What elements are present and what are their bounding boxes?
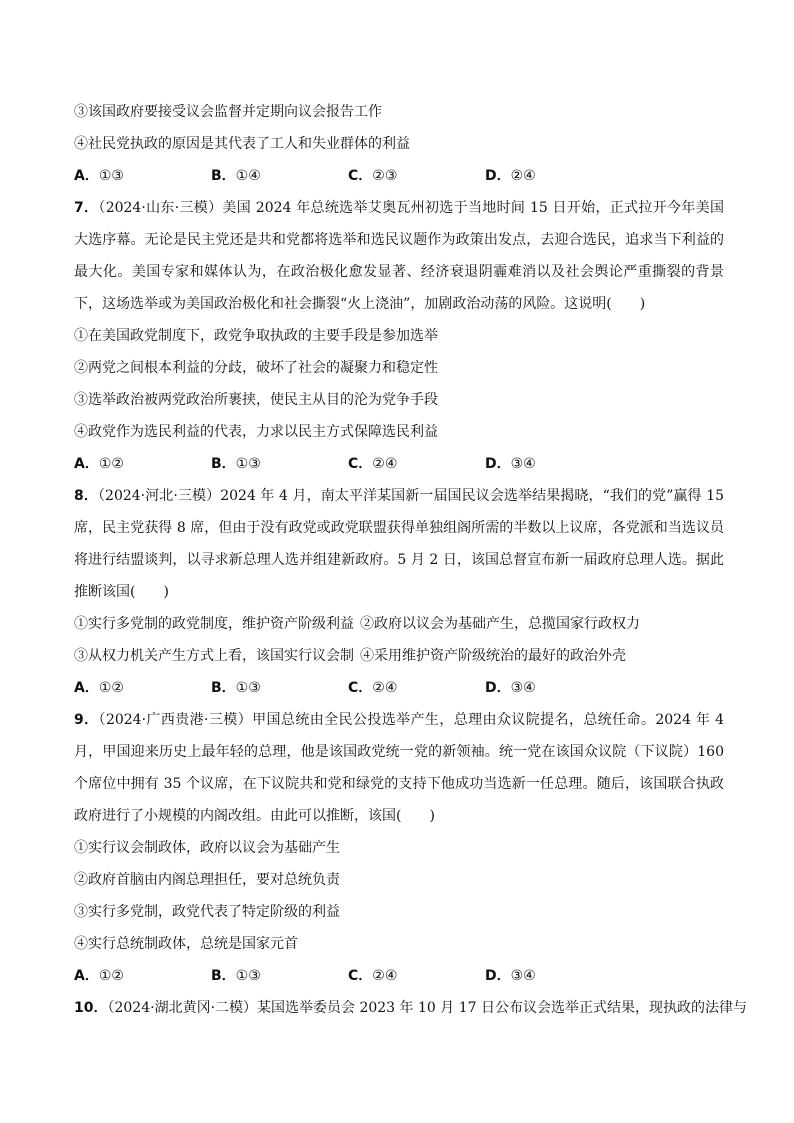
option-a[interactable]: A．①③ <box>74 168 124 184</box>
statement-row <box>74 640 724 672</box>
question-stem: 某国选举委员会 2023 年 10 月 17 日公布议会选举正式结果，现执政的法律与 <box>257 1000 747 1016</box>
question-stem: 甲国总统由全民公投选举产生，总理由众议院提名，总统任命。2024 年 4 月，甲国迎来历史上最年轻的总理，他是该国政党统一党的新领袖。统一党在该国众议院（下议院）160 个席位中拥有 35 个议席，在下议院共和党和绿党的支持下他成功当选新一任总理。随后，该国联合执政政府进行了小规模的内阁改组。由此可以推断，该国( ) <box>74 712 725 824</box>
statement-2: ②政府以议会为基础产生，总揽国家行政权力 <box>360 616 640 632</box>
question-9 <box>74 704 724 832</box>
statement-4: ④社民党执政的原因是其代表了工人和失业群体的利益 <box>74 136 410 152</box>
statement-2: ②两党之间根本利益的分歧，破坏了社会的凝聚力和稳定性 <box>74 360 438 376</box>
option-c[interactable]: C．②④ <box>348 456 398 472</box>
question-7 <box>74 192 724 320</box>
question-number: 9． <box>74 712 99 728</box>
option-d[interactable]: D．③④ <box>485 680 536 696</box>
option-a[interactable]: A．①② <box>74 968 124 984</box>
question-source: （2024·湖北黄冈·二模） <box>107 1000 258 1016</box>
statement-2: ②政府首脑由内阁总理担任，要对总统负责 <box>74 872 340 888</box>
statement-4: ④实行总统制政体，总统是国家元首 <box>74 936 298 952</box>
statement-4: ④采用维护资产阶级统治的最好的政治外壳 <box>360 648 626 664</box>
option-c[interactable]: C．②③ <box>348 168 398 184</box>
option-a[interactable]: A．①② <box>74 680 124 696</box>
option-b[interactable]: B．①③ <box>211 680 261 696</box>
option-d[interactable]: D．②④ <box>485 168 536 184</box>
option-c[interactable]: C．②④ <box>348 968 398 984</box>
question-stem: 2024 年 4 月，南太平洋某国新一届国民议会选举结果揭晓，“我们的党”赢得 15 席，民主党获得 8 席，但由于没有政党或政党联盟获得单独组阁所需的半数以上议席，各党派和当选议员将进行结盟谈判，以寻求新总理人选并组建新政府。5 月 2 日，该国总督宣布新一届政府总理人选。据此推断该国( ) <box>74 488 725 600</box>
option-d[interactable]: D．③④ <box>485 968 536 984</box>
question-8 <box>74 480 724 608</box>
question-source: （2024·河北·三模） <box>97 488 221 504</box>
option-b[interactable]: B．①④ <box>211 168 261 184</box>
statement-3: ③选举政治被两党政治所裹挟，使民主从目的沦为党争手段 <box>74 392 438 408</box>
option-b[interactable]: B．①③ <box>211 456 261 472</box>
statement-4: ④政党作为选民利益的代表，力求以民主方式保障选民利益 <box>74 424 438 440</box>
option-d[interactable]: D．③④ <box>485 456 536 472</box>
statement-3: ③实行多党制，政党代表了特定阶级的利益 <box>74 904 340 920</box>
answer-options <box>74 960 724 992</box>
statement-1: ①在美国政党制度下，政党争取执政的主要手段是参加选举 <box>74 328 438 344</box>
option-b[interactable]: B．①③ <box>211 968 261 984</box>
statement-3: ③该国政府要接受议会监督并定期向议会报告工作 <box>74 104 382 120</box>
question-source: （2024·广西贵港·三模） <box>98 712 253 728</box>
question-number: 8． <box>74 488 98 504</box>
statement-1: ①实行议会制政体，政府以议会为基础产生 <box>74 840 340 856</box>
option-c[interactable]: C．②④ <box>348 680 398 696</box>
question-source: （2024·山东·三模） <box>98 200 223 216</box>
statement-3: ③从权力机关产生方式上看，该国实行议会制 <box>74 648 354 664</box>
statement-1: ①实行多党制的政党制度，维护资产阶级利益 <box>74 616 354 632</box>
question-10 <box>74 992 747 1024</box>
option-a[interactable]: A．①② <box>74 456 124 472</box>
question-number: 7． <box>74 200 99 216</box>
answer-options <box>74 160 724 192</box>
question-stem: 美国 2024 年总统选举艾奥瓦州初选于当地时间 15 日开始，正式拉开今年美国大选序幕。无论是民主党还是共和党都将选举和选民议题作为政策出发点，去迎合选民，追求当下利益的最大化。美国专家和媒体认为，在政治极化愈发显著、经济衰退阴霾难消以及社会舆论严重撕裂的背景下，这场选举或为美国政治极化和社会撕裂“火上浇油”，加剧政治动荡的风险。这说明( ) <box>74 200 725 312</box>
statement-row <box>74 608 724 640</box>
answer-options <box>74 448 724 480</box>
exam-page <box>74 96 747 1024</box>
answer-options <box>74 672 724 704</box>
question-number: 10． <box>74 1000 108 1016</box>
